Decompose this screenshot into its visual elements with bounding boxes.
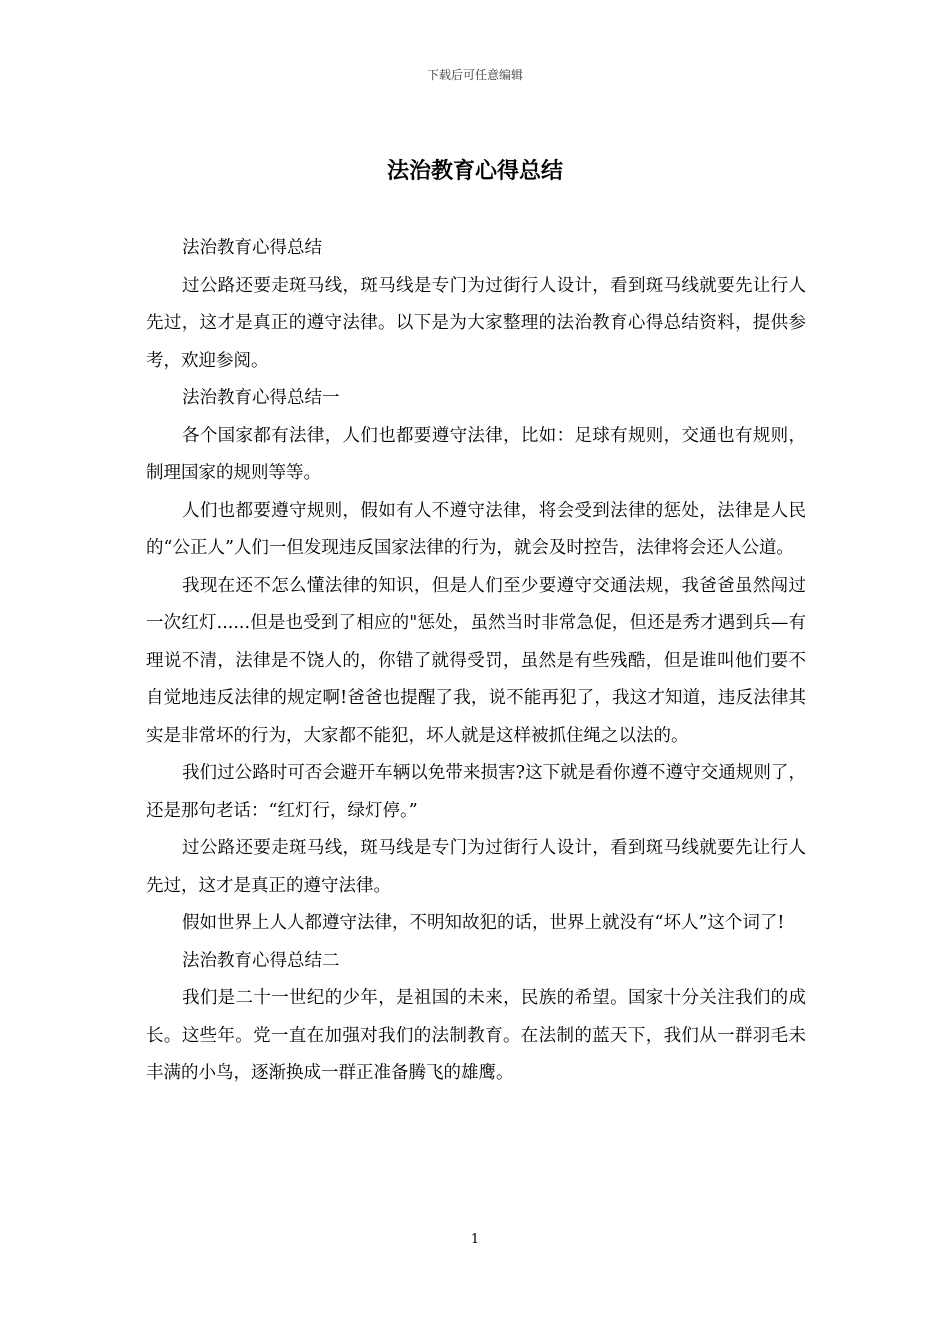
section-heading-two: 法治教育心得总结二 xyxy=(182,950,340,971)
document-body xyxy=(146,230,806,1093)
header-note: 下载后可任意编辑 xyxy=(426,68,523,82)
paragraph: 各个国家都有法律，人们也都要遵守法律，比如：足球有规则，交通也有规则，制理国家的规则等等。 xyxy=(146,425,806,483)
paragraph: 我们过公路时可否会避开车辆以免带来损害?这下就是看你遵不遵守交通规则了，还是那句老话：“红灯行，绿灯停。” xyxy=(146,763,806,821)
document-title: 法治教育心得总结 xyxy=(386,158,563,184)
page-number: 1 xyxy=(470,1232,480,1247)
section-heading-one: 法治教育心得总结一 xyxy=(182,388,340,408)
paragraph: 我们是二十一世纪的少年，是祖国的未来，民族的希望。国家十分关注我们的成长。这些年。党一直在加强对我们的法制教育。在法制的蓝天下，我们从一群羽毛未丰满的小鸟，逐渐换成一群正准备腾飞的雄鹰。 xyxy=(146,988,806,1083)
paragraph: 过公路还要走斑马线，斑马线是专门为过街行人设计，看到斑马线就要先让行人先过，这才是真正的遵守法律。 xyxy=(146,838,806,896)
paragraph: 我现在还不怎么懂法律的知识，但是人们至少要遵守交通法规，我爸爸虽然闯过一次红灯......但是也受到了相应的"惩处，虽然当时非常急促，但还是秀才遇到兵—有理说不清，法律是不饶人的，你错了就得受罚，虽然是有些残酷，但是谁叫他们要不自觉地违反法律的规定啊!爸爸也提醒了我，说不能再犯了，我这才知道，违反法律其实是非常坏的行为，大家都不能犯，坏人就是这样被抓住绳之以法的。 xyxy=(146,575,806,746)
paragraph: 人们也都要遵守规则，假如有人不遵守法律，将会受到法律的惩处，法律是人民的“公正人”人们一但发现违反国家法律的行为，就会及时控告，法律将会还人公道。 xyxy=(146,500,806,558)
paragraph-subtitle: 法治教育心得总结 xyxy=(182,238,322,258)
paragraph-intro: 过公路还要走斑马线，斑马线是专门为过街行人设计，看到斑马线就要先让行人先过，这才是真正的遵守法律。以下是为大家整理的法治教育心得总结资料，提供参考，欢迎参阅。 xyxy=(146,275,806,371)
paragraph: 假如世界上人人都遵守法律，不明知故犯的话，世界上就没有“坏人”这个词了! xyxy=(182,913,785,933)
